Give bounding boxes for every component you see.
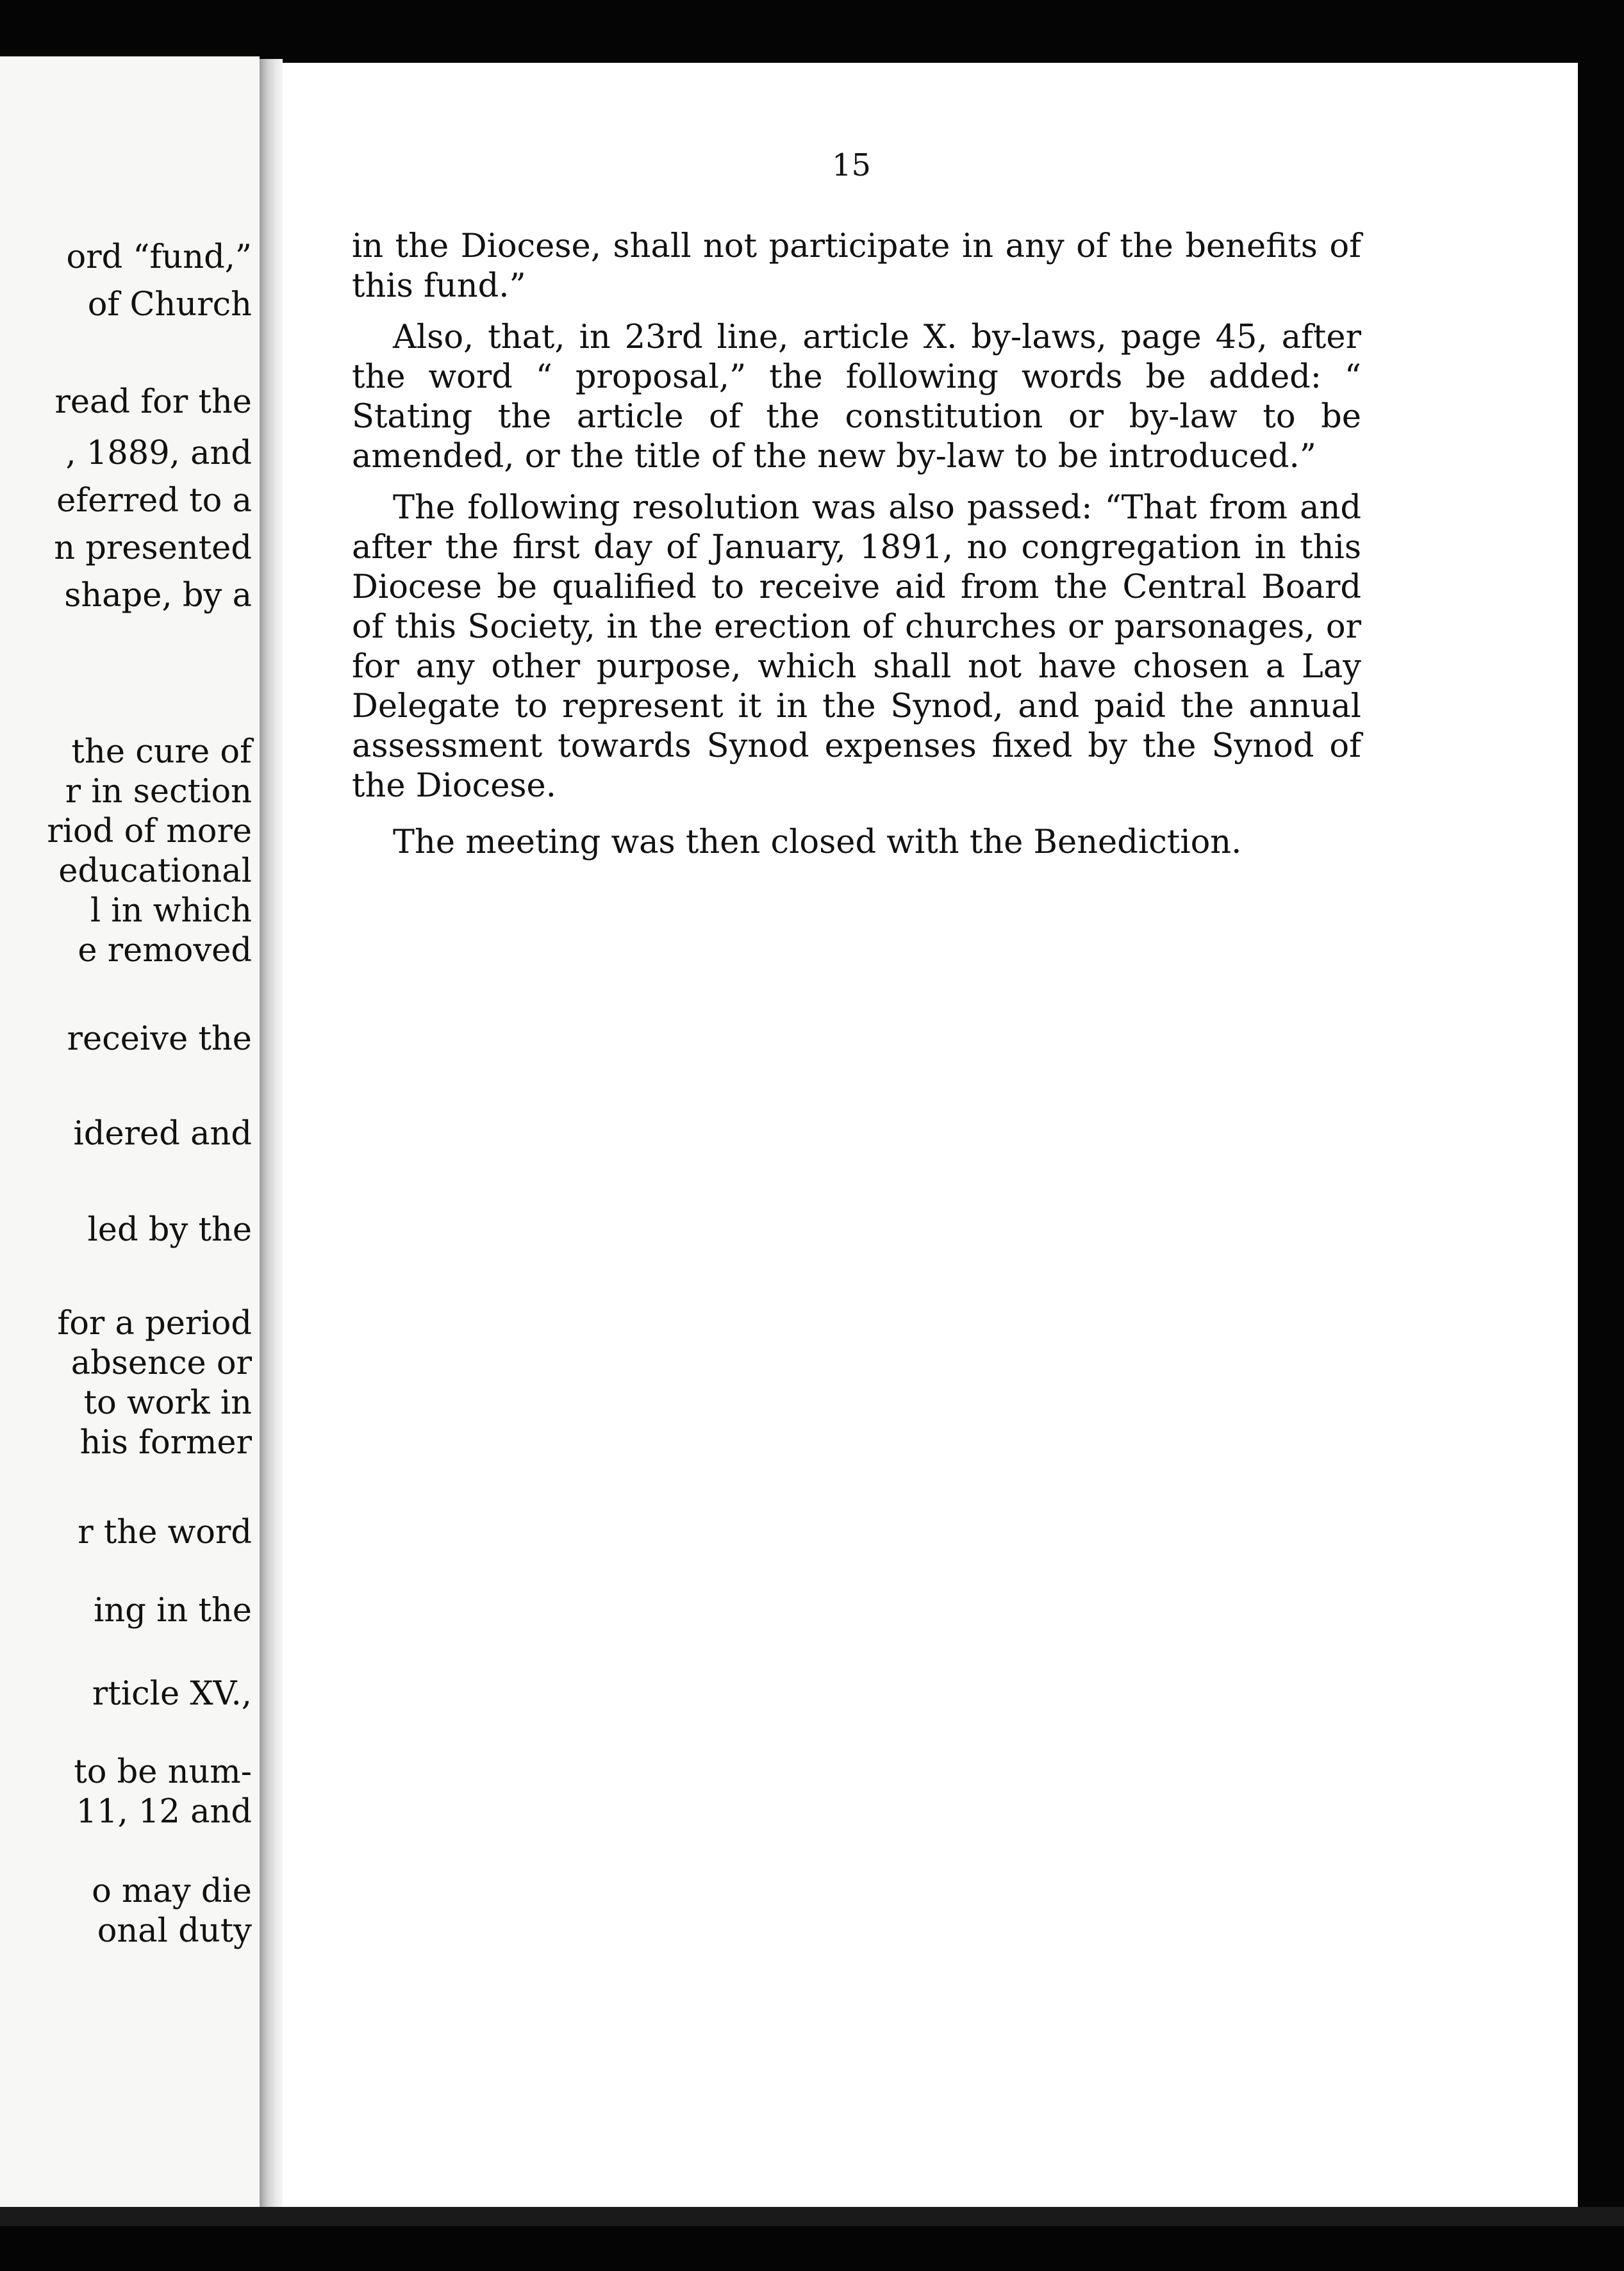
left-page-line: absence or	[70, 1344, 252, 1382]
left-page-line: r the word	[78, 1514, 252, 1551]
left-page-line: for a period	[57, 1305, 252, 1342]
left-page-line: to be num-	[74, 1753, 252, 1791]
left-page-line: eferred to a	[56, 482, 252, 520]
left-page-line: onal duty	[97, 1912, 252, 1950]
paragraph-resolution: The following resolution was also passed: “That from and after the first day of January, 1891, no congregation in this Diocese be qualified to receive aid from the Central Board of this Society, in the erection of churches or parsonages, or for any other purpose, which shall not have chosen a Lay Delegate to represent it in the Synod, and paid the annual assessment towards Synod expenses fixed by the Synod of the Diocese.	[352, 489, 1361, 805]
left-page-line: o may die	[92, 1872, 252, 1910]
left-page-line: rticle XV.,	[92, 1675, 252, 1713]
left-page-line: shape, by a	[64, 577, 252, 615]
left-page-line: n presented	[54, 529, 252, 567]
left-page-line: receive the	[67, 1020, 252, 1058]
left-page-line: r in section	[65, 773, 252, 811]
left-page-line: his former	[79, 1424, 252, 1462]
paragraph-bylaw-amendment: Also, that, in 23rd line, article X. by-laws, page 45, after the word “ proposal,” the following words be added: “ Stating the article of the constitution or by-law to be amended, or the title of the new by-law to be introduced.”	[352, 318, 1361, 475]
left-page-fragment	[0, 56, 260, 2209]
left-page-line: l in which	[90, 892, 252, 930]
left-page-line: ord “fund,”	[66, 238, 252, 276]
left-page-line: of Church	[87, 286, 252, 324]
left-page-line: e removed	[78, 932, 252, 970]
left-page-line: led by the	[87, 1211, 252, 1249]
left-page-line: riod of more	[47, 813, 252, 850]
left-page-line: , 1889, and	[65, 434, 252, 472]
left-page-line: to work in	[83, 1384, 252, 1422]
book-gutter	[260, 59, 283, 2207]
page-body-text	[352, 227, 1361, 874]
paragraph-continuation: in the Diocese, shall not participate in any of the benefits of this fund.”	[352, 227, 1361, 305]
left-page-line: ing in the	[94, 1592, 252, 1630]
left-page-line: the cure of	[71, 733, 252, 771]
left-page-line: read for the	[54, 383, 252, 421]
left-page-line: 11, 12 and	[76, 1793, 252, 1831]
book-bottom-edge	[0, 2207, 1624, 2226]
page-number: 15	[832, 147, 872, 183]
paragraph-closing: The meeting was then closed with the Benediction.	[393, 823, 1242, 861]
left-page-line: educational	[58, 852, 252, 890]
left-page-line: idered and	[73, 1115, 252, 1153]
